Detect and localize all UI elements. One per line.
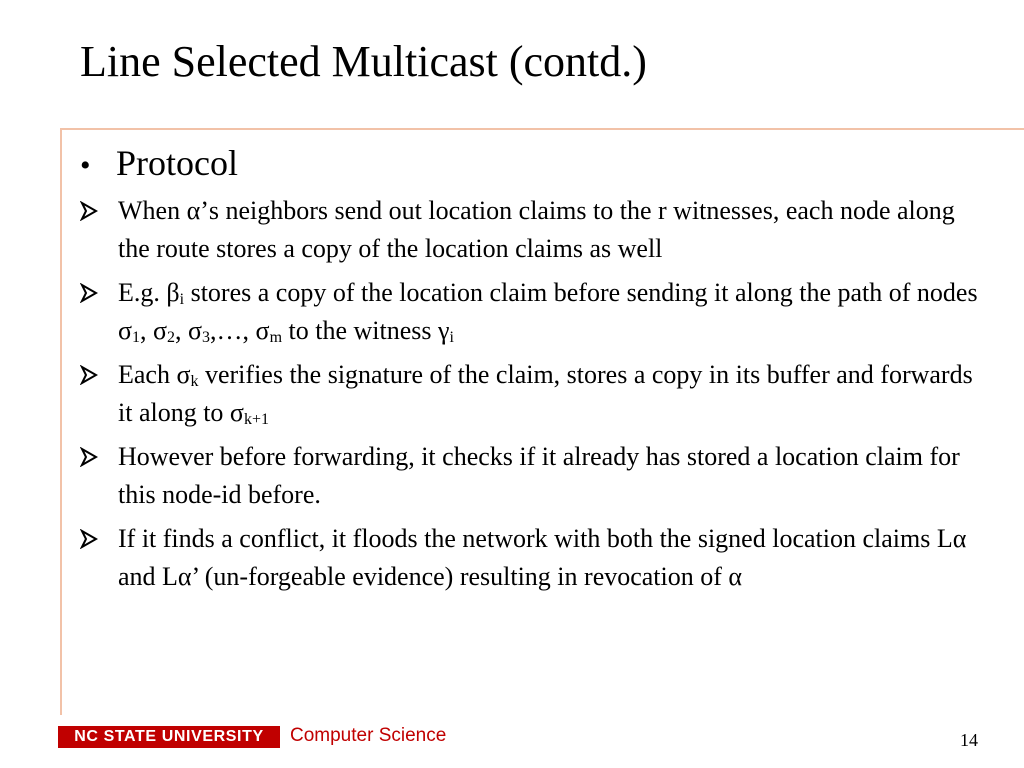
bullet-dot-icon: • (80, 149, 91, 182)
sub-bullet-4 (80, 438, 980, 514)
arrowhead-bullet-icon (80, 438, 118, 476)
department-label: Computer Science (290, 725, 447, 746)
frame-top-rule (60, 128, 1024, 130)
sub-bullet-text: If it finds a conflict, it floods the network with both the signed location claims Lα and Lα’ (un-forgeable evidence) resulting in revocation of α (118, 524, 967, 591)
sub-bullet-2 (80, 274, 980, 350)
sub-bullet-text: When α’s neighbors send out location claims to the r witnesses, each node along the route stores a copy of the location claims as well (118, 196, 955, 264)
frame-left-rule (60, 128, 62, 715)
arrowhead-bullet-icon (80, 192, 118, 230)
arrowhead-bullet-icon (80, 520, 118, 558)
university-logo: NC STATE UNIVERSITY (58, 726, 280, 748)
sub-bullet-5 (80, 520, 980, 596)
sub-bullet-text: However before forwarding, it checks if it already has stored a location claim for this node-id before. (118, 442, 960, 510)
page-number: 14 (960, 730, 978, 750)
arrowhead-bullet-icon (80, 274, 118, 312)
sub-bullet-text: E.g. $\beta_i$ stores a copy of the location claim before sending it along the path of nodes $\sigma_1$, $\sigma_2$, $\sigma_3,\dots$, $\sigma_m$ to the witness $\gamma_i$ (118, 278, 978, 347)
main-bullet-text: Protocol (116, 143, 238, 183)
sub-bullet-1 (80, 192, 980, 268)
sub-bullet-3 (80, 356, 980, 432)
main-bullet (80, 143, 980, 184)
slide-title: Line Selected Multicast (contd.) (80, 37, 647, 86)
arrowhead-bullet-icon (80, 356, 118, 394)
slide-content (80, 143, 980, 602)
sub-bullet-text: Each $\sigma_k$ verifies the signature of the claim, stores a copy in its buffer and forwards it along to $\sigma_{k+1}$ (118, 360, 973, 429)
